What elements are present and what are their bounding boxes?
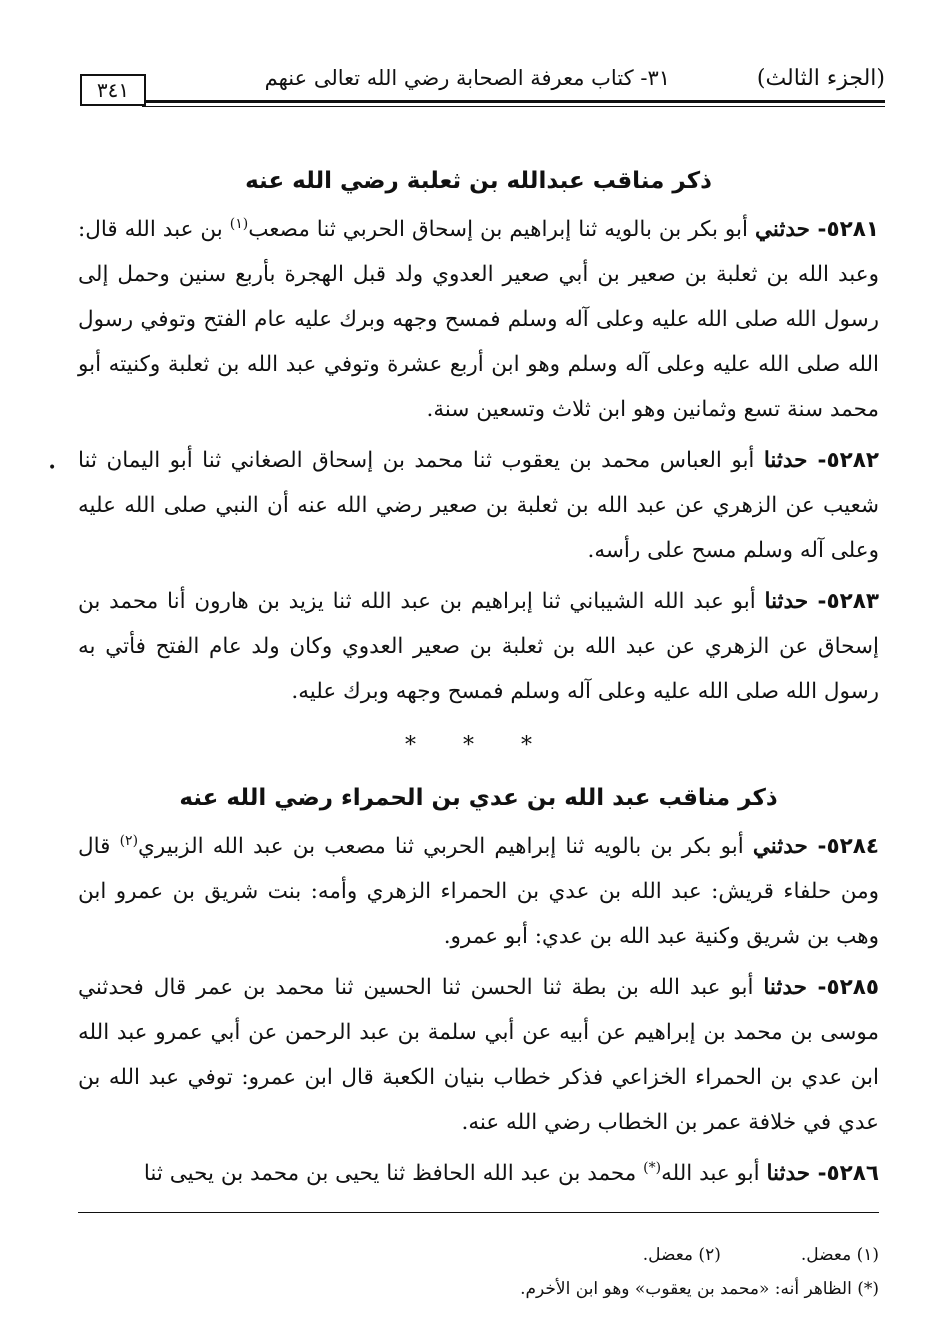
- header-rule-thick: [142, 100, 885, 103]
- footnote-1: (١) معضل.: [800, 1245, 879, 1265]
- hadith-text: أبو بكر بن بالويه ثنا إبراهيم بن إسحاق الحربي ثنا مصعب: [248, 217, 748, 242]
- narration-lead: حدثني: [752, 834, 808, 859]
- hadith-5284: ٥٢٨٤- حدثني أبو بكر بن بالويه ثنا إبراهيم الحربي ثنا مصعب بن عبد الله الزبيري$^{(٢)}$ قال ومن حلفاء قريش: عبد الله بن عدي بن الحمراء الزهري وأمه: بنت شريق بن عمرو ابن وهب بن شريق وكنية عبد الله بن عدي: أبو عمرو.: [78, 832, 879, 949]
- narration-lead: حدثنا: [766, 1161, 811, 1186]
- hadith-5286: ٥٢٨٦- حدثنا أبو عبد الله(*) محمد بن عبد الله الحافظ ثنا يحيى بن محمد بن يحيى ثنا: [143, 1159, 879, 1186]
- header-rule-thin: [142, 106, 885, 107]
- hadith-text-cont: قال ومن حلفاء قريش: عبد الله بن عدي بن الحمراء الزهري وأمه: بنت شريق بن عمرو ابن وهب بن شريق وكنية عبد الله بن عدي: أبو عمرو.: [78, 834, 879, 949]
- footnote-ref-star: (*): [643, 1159, 662, 1176]
- hadith-number: ٥٢٨٥: [826, 975, 879, 1000]
- footnote-2: (٢) معضل.: [642, 1245, 721, 1265]
- hadith-text-cont: بن عبد الله قال: وعبد الله بن ثعلبة بن صعير بن أبي صعير العدوي ولد قبل الهجرة بأربع سنين وحمل إلى رسول الله صلى الله عليه وعلى آله وسلم فمسح وجهه وبرك عليه عام الفتح وتوفي رسول الله صلى الله عليه وعلى آله وسلم وهو ابن أربع عشرة وتوفي عبد الله بن ثعلبة وكنيته أبو محمد سنة تسع وثمانين وهو ابن ثلاث وتسعين سنة.: [78, 217, 879, 422]
- hadith-text-cont: محمد بن عبد الله الحافظ ثنا يحيى بن محمد بن يحيى ثنا: [143, 1161, 637, 1186]
- hadith-number: ٥٢٨٤: [826, 834, 879, 859]
- hadith-5281: ٥٢٨١- حدثني أبو بكر بن بالويه ثنا إبراهيم بن إسحاق الحربي ثنا مصعب$^{(١)}$ بن عبد الله قال: وعبد الله بن ثعلبة بن صعير بن أبي صعير العدوي ولد قبل الهجرة بأربع سنين وحمل إلى رسول الله صلى الله عليه وعلى آله وسلم فمسح وجهه وبرك عليه عام الفتح وتوفي رسول الله صلى الله عليه وعلى آله وسلم وهو ابن أربع عشرة وتوفي عبد الله بن ثعلبة وكنيته أبو محمد سنة تسع وثمانين وهو ابن ثلاث وتسعين سنة.: [78, 215, 879, 422]
- footnote-star: (*) الظاهر أنه: «محمد بن يعقوب» وهو ابن الأخرم.: [520, 1279, 879, 1299]
- footnote-ref-1: (١): [229, 215, 249, 232]
- hadith-number: ٥٢٨١: [826, 217, 879, 242]
- narration-lead: حدثنا: [763, 975, 807, 1000]
- hadith-number: ٥٢٨٦: [826, 1161, 879, 1186]
- narration-lead: حدثنا: [764, 589, 809, 614]
- hadith-text: أبو عبد الله: [661, 1161, 760, 1186]
- hadith-text: أبو عبد الله الشيباني ثنا إبراهيم بن عبد الله ثنا يزيد بن هارون أنا محمد بن إسحاق عن الزهري عن عبد الله بن ثعلبة بن صعير العدوي وكان ولد عام الفتح فأتي به رسول الله صلى الله عليه وعلى آله وسلم فمسح وجهه وبرك عليه.: [78, 589, 879, 704]
- hadith-5283: ٥٢٨٣- حدثنا أبو عبد الله الشيباني ثنا إبراهيم بن عبد الله ثنا يزيد بن هارون أنا محمد بن إسحاق عن الزهري عن عبد الله بن ثعلبة بن صعير العدوي وكان ولد عام الفتح فأتي به رسول الله صلى الله عليه وعلى آله وسلم فمسح وجهه وبرك عليه.: [78, 589, 879, 704]
- hadith-5282: ٥٢٨٢- حدثنا أبو العباس محمد بن يعقوب ثنا محمد بن إسحاق الصغاني ثنا أبو اليمان ثنا شعيب عن الزهري عن عبد الله بن ثعلبة بن صعير رضي الله عنه أن النبي صلى الله عليه وعلى آله وسلم مسح على رأسه.: [78, 448, 879, 563]
- hadith-5285: ٥٢٨٥- حدثنا أبو عبد الله بن بطة ثنا الحسن ثنا الحسين ثنا محمد بن عمر قال فحدثني موسى بن محمد بن إبراهيم عن أبيه عن أبي سلمة بن عبد الرحمن عن أبي عمرو عبد الله ابن عدي بن الحمراء الخزاعي فذكر خطاب بنيان الكعبة قال ابن عمرو: توفي عبد الله بن عدي في خلافة عمر بن الخطاب رضي الله عنه.: [78, 975, 879, 1135]
- section-separator: * * *: [405, 733, 552, 758]
- footnote-rule: [78, 1212, 879, 1213]
- section-title-2: ذكر مناقب عبد الله بن عدي بن الحمراء رضي الله عنه: [179, 785, 778, 811]
- footnotes: [78, 1238, 879, 1306]
- hadith-text: أبو عبد الله بن بطة ثنا الحسن ثنا الحسين ثنا محمد بن عمر قال فحدثني موسى بن محمد بن إبراهيم عن أبيه عن أبي سلمة بن عبد الرحمن عن أبي عمرو عبد الله ابن عدي بن الحمراء الخزاعي فذكر خطاب بنيان الكعبة قال ابن عمرو: توفي عبد الله بن عدي في خلافة عمر بن الخطاب رضي الله عنه.: [78, 975, 879, 1135]
- hadith-number: ٥٢٨٢: [826, 448, 879, 473]
- footnote-ref-2: (٢): [119, 832, 139, 849]
- hadith-text: أبو بكر بن بالويه ثنا إبراهيم الحربي ثنا مصعب بن عبد الله الزبيري: [138, 834, 744, 859]
- body-text: [78, 155, 879, 1202]
- hadith-text: أبو العباس محمد بن يعقوب ثنا محمد بن إسحاق الصغاني ثنا أبو اليمان ثنا شعيب عن الزهري عن عبد الله بن ثعلبة بن صعير رضي الله عنه أن النبي صلى الله عليه وعلى آله وسلم مسح على رأسه.: [78, 448, 879, 563]
- book-title: ٣١- كتاب معرفة الصحابة رضي الله تعالى عنهم: [264, 66, 670, 90]
- narration-lead: حدثني: [754, 217, 810, 242]
- running-header: [80, 64, 885, 106]
- margin-dot: •: [48, 460, 57, 476]
- volume-label: (الجزء الثالث): [756, 66, 885, 91]
- hadith-number: ٥٢٨٣: [826, 589, 879, 614]
- page-number: ٣٤١: [80, 74, 146, 106]
- footnote-row: [78, 1238, 879, 1272]
- section-title-1: ذكر مناقب عبدالله بن ثعلبة رضي الله عنه: [245, 168, 712, 194]
- narration-lead: حدثنا: [763, 448, 808, 473]
